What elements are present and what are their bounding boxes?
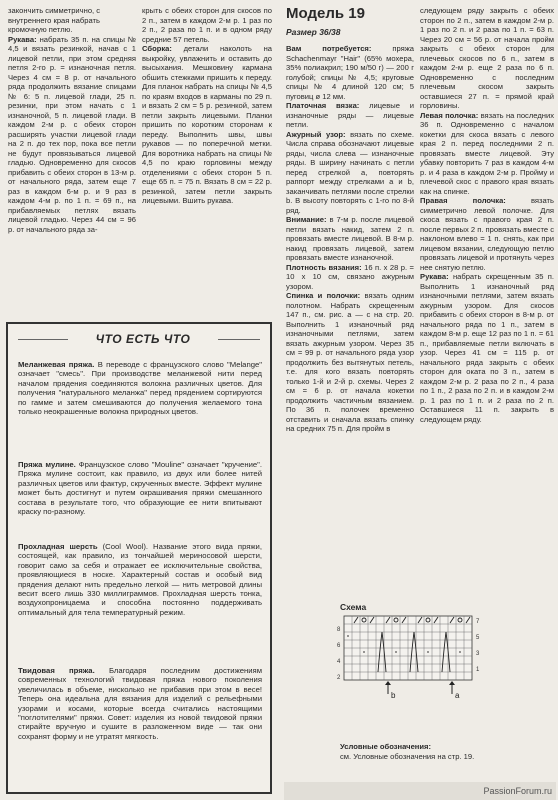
box-item-melange [18, 360, 262, 416]
info-box [6, 322, 272, 794]
row-number-left: 6 [337, 643, 341, 649]
col2-assembly [142, 44, 272, 206]
col1-line: внутреннего края набрать [8, 15, 100, 25]
row-number-right: 7 [476, 619, 480, 625]
need-label: Вам потребуется: [286, 44, 372, 53]
legend-text: см. Условные обозначения на стр. 19. [340, 751, 475, 761]
legend [340, 742, 490, 761]
need-text: пряжа Schachenmayr "Hair" (65% мохера, 35% полиакрил; 190 м/50 г) — 200 г голубой; спицы № 4,5; круговые спицы № 4 длиной 120 см; 5 пуговиц ø 12 мм. [286, 44, 414, 101]
box-item-label: Прохладная шерсть [18, 542, 98, 551]
dens-text: 16 п. x 28 р. = 10 x 10 см, связано ажурным узором. [286, 262, 414, 291]
sleeves-text: набрать 35 п. на спицы № 4,5 и вязать резинкой, начав с 1 лицевой петли, при этом средняя петля 2-го р. = изнаночная петля. Через 4 см = 8 р. от начального ряда продолжить вязание спицами № 6: 5 п. лицевой глади, 25 п. резинки, при этом начать с 1 изнаночной, 5 п. лицевой глади. В каждом 2-м р. с обеих сторон расширять участки лицевой глади на 2 п. до тех пор, пока все петли не будут провязываться лицевой гладью. Одновременно для скосов прибавить с обеих сторон в 13-м р. от начального ряда, затем еще 7 раз в каждом 6-м р. и 9 раз в каждом 4-м р. по 1 п. = 69 п., на прибавляемых петлях вязать лицевой гладью. Через 44 см = 96 р. от начального ряда за- [8, 34, 136, 234]
box-item-text: В переводе с французского слово "Melange" означает "смесь". При производстве меланжевой нити перед началом прядения соединяются волокна различных цветов. Для получения "натурального меланжа" перед прядением сортируются по гамме и затем смешиваются до получения желаемого тона только неокрашенные волокна природных цветов. [18, 360, 263, 417]
plat-label: Платочная вязка: [286, 101, 360, 110]
plat-text: лицевые и изнаночные ряды — лицевые петли. [286, 101, 414, 129]
box-item-tweed [18, 666, 262, 741]
col1-sleeves [8, 35, 136, 235]
row-number-right: 5 [476, 635, 480, 641]
box-item-text: Благодаря последним достижениям современных технологий твидовая пряжа нового поколения увеличилась в объеме, нисколько не прибавив при этом в весе! Теперь она идеальна для вязания для изделий с рельефными узорами и косами, которые всегда считались настоящими "поглотителями" пряжи. Совет: изделия из новой твидовой пряжи стирайте вручную и сушите в разложенном виде — так они сохранят форму и не утратят мягкость. [18, 666, 263, 741]
box-item-coolwool [18, 542, 262, 617]
box-item-label: Твидовая пряжа. [18, 666, 95, 675]
left-label: Левая полочка: [420, 110, 479, 120]
col3-text [286, 44, 414, 434]
size-label: Размер 36/38 [286, 27, 341, 37]
row-number-left: 8 [337, 627, 341, 633]
box-item-text: Французское слово "Mouline" означает "кручение". Пряжа мулине состоит, как правило, из двух или более нитей различных цветов или фактур, скрученных вместе. Эффект мулине может быть достигнут и путем окрашивания пряжи смешанного состава в результате того, что образующие ее нити впитывают краску по-разному. [18, 460, 263, 517]
box-title: ЧТО ЕСТЬ ЧТО [68, 332, 218, 346]
box-item-mouline [18, 460, 262, 516]
footer-site: PassionForum.ru [483, 786, 552, 796]
ajur-text: вязать по схеме. Числа справа обозначают лицевые ряды, числа слева — изнаночные ряды. В ширину начинать с петли перед стрелкой a, повторять раппорт между стрелками a и b, заканчивать петлями после стрелки b. В высоту повторять с 1-го по 8-й ряд. [286, 129, 414, 215]
arrow-b-label: b [391, 691, 396, 700]
attn-text: в 7-м р. после лицевой петли вязать накид, затем 2 п. провязать вместе лицевой. В 8-м р. накид провязать лицевой, затем провязать вместе изнаночной. [286, 215, 414, 262]
box-item-label: Пряжа мулине. [18, 460, 76, 469]
back-label: Спинка и полочки: [286, 291, 361, 300]
col2-text [142, 6, 272, 206]
assembly-label: Сборка: [142, 44, 172, 53]
schema-title: Схема [340, 602, 367, 612]
sleeves2-label: Рукава: [420, 272, 449, 281]
col1-line: кромочную петлю. [8, 25, 73, 34]
sleeves2-text: набрать скрещенным 35 п. Выполнить 1 изнаночный ряд изнаночными петлями, затем вязать ажурным узором. Для скосов прибавить с обеих сторон в 8-м р. от начального ряда по 1 п., затем в каждом 8-м р. еще 12 раз по 1 п. = 61 п., прибавляемые петли включать в узор. Через 41 см = 115 р. от начального ряда закрыть с обеих сторон для оката по 3 п., затем в каждом 2-м р. 2 раза по 2 п., 4 раза по 1 п., 2 раза по 2 п. и в каждом 2-м р. 1 раз по 1 п. и 2 раза по 2 п. Оставшиеся 11 п. закрыть в следующем ряду. [420, 272, 554, 424]
attn-label: Внимание: [286, 215, 327, 224]
arrow-a-label: a [455, 691, 460, 700]
model-title: Модель 19 [286, 5, 365, 22]
row-number-right: 1 [476, 667, 480, 673]
left-text: вязать на последних 36 п. Одновременно с началом кокетки для скоса вязать с левого края 2 п. перед последними 2 п. провязать вместе лицевой. Эту убавку повторить 7 раз в каждом 4-м р. и 4 раза в каждом 2-м р. Пройму и плечевой скос с правого края вязать как на спинке. [420, 110, 554, 196]
col4-text [420, 6, 554, 424]
assembly-text: детали наколоть на выкройку, увлажнить и оставить до высыхания. Мешковину кармана обшить стежками пришить к переду. Для планок набрать на спицы № 4,5 по краям входов в карманы по 29 п. и вязать 2 см = 5 р. резинкой, затем петли закрыть лицевыми. Планки пришить по коротким сторонам к переду. Выполнить швы, швы рукавов — по поперечной метки. Для воротника набрать на спицы № 4,5 по краю горловины между отделениями с обеих сторон 5 п. еще 65 п. = 75 п. Вязать 8 см = 22 р. резинкой, затем петли закрыть лицевыми. Вшить рукава. [142, 44, 272, 205]
box-item-label: Меланжевая пряжа. [18, 360, 95, 369]
right-label: Правая полочка: [420, 196, 506, 205]
row-number-left: 4 [337, 659, 341, 665]
row-number-left: 2 [337, 675, 341, 681]
right-text: вязать симметрично левой полочке. Для скоса вязать с правого края 2 п. после первых 2 п. провязать вместе с наклоном влево = 1 п. снять, как при лицевом вязании, следующую петлю провязать лицевой и протянуть через нее снятую петлю. [420, 196, 554, 272]
col1-line: закончить симметрично, с [8, 6, 101, 15]
dens-label: Плотность вязания: [286, 262, 362, 272]
legend-label: Условные обозначения: [340, 742, 432, 751]
back-text: вязать одним полотном. Набрать скрещенным 147 п., см. рис. а — с на стр. 20. Выполнить 1 изнаночный ряд изнаночными петлями, затем вязать ажурным узором. Через 35 см = 99 р. от начального ряда узор продолжить без вытянутых петель, т.е. для кого вязать повторять только 1-й и 2-й р. схемы. Через 2 см = 6 р. от начала кокетки продолжить частичным вязанием. По 36 п. полочек временно отставить и сначала вязать спинку на средних 75 п. Для пройм в [286, 291, 414, 433]
arrow-a-icon [449, 681, 460, 700]
box-item-text: Название этого вида пряжи, состоящей, как правило, из тончайшей мериносовой шерсти, говорит само за себя и отражает ее исключительные свойства, проявляющиеся в носке. Характерный состав и особый вид прядения делают нить предельно легкой — нить метровой длины весит всего лишь 330 миллиграммов. Прохладная шерсть тонка, воздухопроницаема и способна постоянно поддерживать оптимальный для тела температурный режим. [18, 542, 262, 617]
schema-grid-svg [336, 614, 496, 704]
row-number-right: 3 [476, 651, 480, 657]
sleeves-label: Рукава: [8, 34, 37, 44]
arrow-b-icon [385, 681, 396, 700]
col1-text [8, 6, 136, 234]
box-item-extra: (Cool Wool). [102, 542, 149, 551]
col2-para-a: крыть с обеих сторон для скосов по 2 п., затем в каждом 2-м р. 1 раз по 2 п., 2 раза по 1 п. и в одном ряду средние 57 петель. [142, 6, 272, 44]
col4-para-a: следующем ряду закрыть с обеих сторон по 2 п., затем в каждом 2-м р. 1 раз по 2 п. и 2 раза по 1 п. = 63 п. Через 20 см = 56 р. от начала пройм закрыть с обеих сторон для плечевых скосов по 6 п., затем в каждом 2-м р. еще 2 раза по 6 п. Одновременно с последним плечевым скосом закрыть оставшиеся 27 п. = прямой край горловины. [420, 6, 554, 110]
ajur-label: Ажурный узор: [286, 129, 346, 139]
schema-chart [336, 614, 496, 709]
